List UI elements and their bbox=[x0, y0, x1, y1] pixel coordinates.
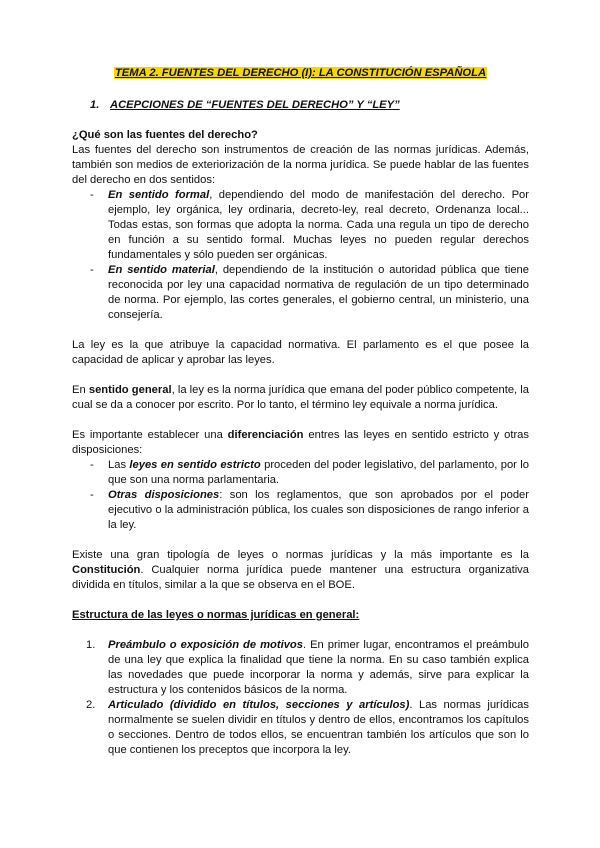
dash-marker: - bbox=[90, 264, 94, 276]
term-material-text: , dependiendo de la institución o autoridad pública que tiene reconocida por ley una capacidad normativa de regulación de un tipo determinado de norma. Por ejemplo, las cortes generales, el gobierno central, un ministerio, una consejería. bbox=[108, 264, 529, 321]
question-heading: ¿Qué son las fuentes del derecho? bbox=[72, 129, 258, 141]
estructura-heading: Estructura de las leyes o normas jurídicas en general: bbox=[72, 609, 360, 621]
section-heading bbox=[90, 98, 529, 113]
dash-marker: - bbox=[90, 459, 94, 471]
intro-paragraph: Las fuentes del derecho son instrumentos de creación de las normas jurídicas. Además, también son medios de exteriorización de la norma jurídica. Se puede hablar de las fuentes del derecho en dos sentidos: bbox=[72, 144, 529, 186]
general-bold: sentido general bbox=[88, 384, 172, 396]
term-preambulo: Preámbulo o exposición de motivos bbox=[108, 639, 303, 651]
capacidad-paragraph: La ley es la que atribuye la capacidad normativa. El parlamento es el que posee la capacidad de aplicar y aprobar las leyes. bbox=[72, 339, 529, 366]
term-formal: En sentido formal bbox=[108, 189, 210, 201]
estructura-list bbox=[72, 638, 529, 758]
list-item bbox=[72, 638, 529, 698]
term-leyes-estricto: leyes en sentido estricto bbox=[129, 459, 261, 471]
tipologia-pre: Existe una gran tipología de leyes o normas jurídicas y la más importante es la bbox=[72, 549, 529, 561]
title-text: TEMA 2. FUENTES DEL DERECHO (I): LA CONSTITUCIÓN ESPAÑOLA bbox=[114, 67, 487, 79]
diferencia-text: : son los reglamentos, que son aprobados por el poder ejecutivo o la administración pública, los cuales son disposiciones de rango inferior a la ley. bbox=[108, 489, 529, 531]
item-number: 2. bbox=[86, 699, 96, 711]
senses-list bbox=[72, 188, 529, 323]
diferencia-pre: Las bbox=[108, 459, 130, 471]
diferenciacion-pre: Es importante establecer una bbox=[72, 429, 228, 441]
item-number: 1. bbox=[86, 639, 96, 651]
term-material: En sentido material bbox=[108, 264, 215, 276]
list-item bbox=[72, 458, 529, 488]
dash-marker: - bbox=[90, 489, 94, 501]
tipologia-paragraph bbox=[72, 548, 529, 593]
list-item bbox=[72, 698, 529, 758]
section-heading-text: ACEPCIONES DE “FUENTES DEL DERECHO” Y “LEY” bbox=[110, 99, 400, 111]
general-post: , la ley es la norma jurídica que emana del poder público competente, la cual se da a conocer por escrito. Por lo tanto, el término ley equivale a norma jurídica. bbox=[72, 384, 530, 411]
list-item bbox=[72, 188, 529, 263]
tipologia-post: . Cualquier norma jurídica puede mantener una estructura organizativa dividida en títulos, similar a la que se observa en el BOE. bbox=[72, 564, 529, 591]
articulado-text: . Las normas jurídicas normalmente se suelen dividir en títulos y dentro de ellos, encontramos los capítulos o secciones. Dentro de todos ellos, se encuentran también los artículos que son lo que contienen los preceptos que incorpora la ley. bbox=[108, 699, 530, 756]
diferencias-list bbox=[72, 458, 529, 533]
general-pre: En bbox=[72, 384, 89, 396]
document-page bbox=[72, 66, 529, 758]
general-paragraph bbox=[72, 383, 529, 413]
term-articulado: Articulado (dividido en títulos, secciones y artículos) bbox=[108, 699, 410, 711]
diferenciacion-bold: diferenciación bbox=[227, 429, 304, 441]
term-formal-text: , dependiendo del modo de manifestación del derecho. Por ejemplo, ley orgánica, ley ordinaria, decreto-ley, real decreto, Ordenanza local... Todas estas, son formas que adopta la norma. Cada una regula un tipo de derecho en función a su sentido formal. Muchas leyes no pueden regular derechos fundamentales y sólo pueden ser orgánicas. bbox=[108, 189, 529, 261]
list-item bbox=[72, 488, 529, 533]
diferencia-text: proceden del poder legislativo, del parlamento, por lo que son una norma parlamentaria. bbox=[108, 459, 529, 486]
list-item bbox=[72, 263, 529, 323]
diferenciacion-post: entres las leyes en sentido estricto y otras disposiciones: bbox=[72, 429, 529, 456]
term-otras-disposiciones: Otras disposiciones bbox=[108, 489, 220, 501]
dash-marker: - bbox=[90, 189, 94, 201]
preambulo-text: . En primer lugar, encontramos el preámbulo de una ley que explica la finalidad que tiene la norma. En su caso también explica las novedades que puede incorporar la norma y además, sirve para explicar la estructura y los contenidos básicos de la norma. bbox=[108, 639, 529, 696]
section-number: 1. bbox=[90, 99, 100, 111]
document-title bbox=[72, 66, 529, 81]
tipologia-bold: Constitución bbox=[72, 564, 141, 576]
diferenciacion-paragraph bbox=[72, 428, 529, 458]
